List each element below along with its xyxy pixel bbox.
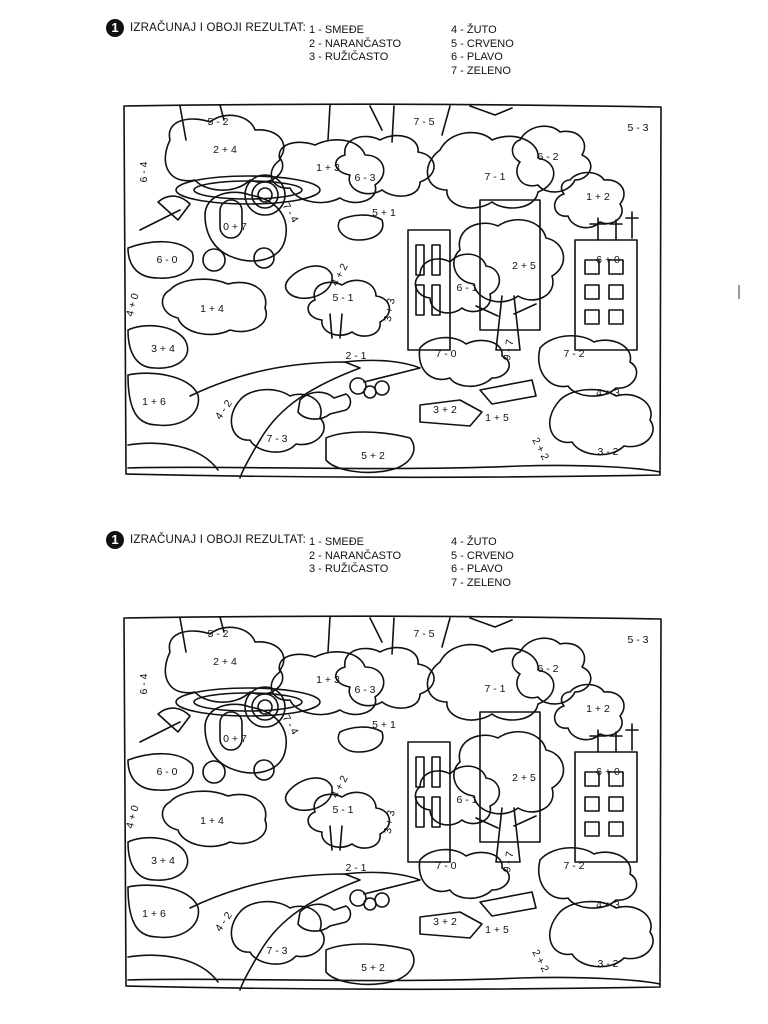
legend-item: 6 - PLAVO <box>451 51 503 63</box>
outline-region <box>370 106 382 130</box>
coloring-picture <box>120 612 664 994</box>
math-problem-label: 6 + 0 <box>596 253 620 266</box>
math-problem-label: 7 - 3 <box>266 944 288 957</box>
math-problem-label: 2 + 2 <box>529 435 552 463</box>
color-legend-left <box>309 24 401 65</box>
outline-region <box>375 381 389 395</box>
outline-region <box>375 893 389 907</box>
outline-region <box>140 210 180 230</box>
outline-region <box>336 648 434 709</box>
exercise-number-badge: 1 <box>106 19 124 37</box>
math-problem-label: 1 + 5 <box>485 411 509 424</box>
outline-region <box>140 722 180 742</box>
outline-region <box>254 760 274 780</box>
math-problem-label: 1 + 2 <box>586 702 610 715</box>
math-problem-label: 6 + 0 <box>596 765 620 778</box>
legend-item: 5 - CRVENO <box>451 549 514 562</box>
math-problem-label: 4 + 2 <box>328 773 351 801</box>
outline-region <box>585 310 599 324</box>
outline-region <box>419 338 509 387</box>
outline-region <box>370 618 382 642</box>
math-problem-label: 1 + 3 <box>316 673 340 686</box>
math-problem-label: 9 - 7 <box>501 338 517 362</box>
color-legend-left <box>309 536 401 577</box>
outline-region <box>180 618 186 652</box>
math-problem-label: 7 - 1 <box>484 682 506 695</box>
outline-region <box>590 724 638 752</box>
outline-region <box>539 848 637 908</box>
math-problem-label: 5 + 2 <box>361 961 385 974</box>
outline-region <box>128 977 660 984</box>
outline-region <box>590 212 638 240</box>
math-problem-label: 4 - 2 <box>212 397 235 422</box>
legend-item: 2 - NARANČASTO <box>309 37 402 50</box>
outline-region <box>190 874 360 990</box>
math-problem-label: 0 + 7 <box>223 732 247 745</box>
math-problem-label: 3 + 4 <box>151 854 175 867</box>
outline-region <box>470 618 512 627</box>
math-problem-label: 1 + 4 <box>200 814 224 827</box>
outline-region <box>476 304 536 316</box>
outline-region <box>419 850 509 899</box>
math-problem-label: 7 - 0 <box>435 347 457 360</box>
outline-region <box>336 136 434 197</box>
math-problem-label: 4 + 3 <box>596 898 620 911</box>
math-problem-label: 7 - 3 <box>266 432 288 445</box>
color-legend-right <box>451 24 514 78</box>
math-problem-label: 7 - 0 <box>435 859 457 872</box>
color-legend-right <box>451 536 514 590</box>
outline-region <box>338 215 383 240</box>
math-problem-label: 1 + 6 <box>142 395 166 408</box>
outline-region <box>328 617 330 652</box>
outline-region <box>124 104 661 477</box>
outline-region <box>364 386 376 398</box>
scan-edge-mark <box>738 285 740 299</box>
outline-region <box>392 106 394 142</box>
outline-region <box>442 618 450 647</box>
outline-region <box>585 797 599 811</box>
math-problem-label: 7 - 1 <box>484 170 506 183</box>
instruction-text: IZRAČUNAJ I OBOJI REZULTAT: <box>130 22 306 34</box>
math-problem-label: 5 - 2 <box>207 115 229 128</box>
math-problem-label: 7 - 2 <box>563 347 585 360</box>
outline-region <box>539 336 637 396</box>
math-problem-label: 6 - 1 <box>456 793 478 806</box>
outline-region <box>128 955 218 982</box>
math-problem-label: 7 - 4 <box>279 712 301 737</box>
outline-region <box>470 106 512 115</box>
instruction-text: IZRAČUNAJ I OBOJI REZULTAT: <box>130 534 306 546</box>
math-problem-label: 7 - 4 <box>279 200 301 225</box>
coloring-picture <box>120 100 664 482</box>
math-problem-label: 6 - 4 <box>137 161 150 183</box>
math-problem-label: 3 + 2 <box>433 915 457 928</box>
outline-region <box>308 280 389 336</box>
math-problem-label: 5 - 3 <box>627 633 649 646</box>
math-problem-label: 4 + 3 <box>596 386 620 399</box>
math-problem-label: 4 + 0 <box>123 803 142 830</box>
outline-region <box>203 249 225 271</box>
coloring-scene-drawing <box>120 100 664 482</box>
outline-region <box>585 822 599 836</box>
outline-region <box>328 105 330 140</box>
outline-region <box>298 392 351 419</box>
outline-region <box>364 898 376 910</box>
outline-region <box>180 106 186 140</box>
math-problem-label: 9 - 7 <box>501 850 517 874</box>
legend-item: 1 - SMEĐE <box>309 536 365 548</box>
math-problem-label: 3 - 2 <box>597 445 619 458</box>
outline-region <box>609 797 623 811</box>
math-problem-label: 4 - 2 <box>212 909 235 934</box>
legend-item: 7 - ZELENO <box>451 576 511 589</box>
math-problem-label: 6 - 0 <box>156 253 178 266</box>
outline-region <box>609 285 623 299</box>
math-problem-label: 6 - 3 <box>354 683 376 696</box>
math-problem-label: 3 + 3 <box>381 297 398 323</box>
outline-region <box>128 465 660 472</box>
coloring-scene-drawing <box>120 612 664 994</box>
legend-item: 7 - ZELENO <box>451 64 511 77</box>
outline-region <box>480 892 536 916</box>
outline-region <box>442 106 450 135</box>
legend-item: 1 - SMEĐE <box>309 24 365 36</box>
outline-region <box>609 310 623 324</box>
outline-region <box>254 248 274 268</box>
legend-item: 4 - ŽUTO <box>451 536 497 548</box>
outline-region <box>298 904 351 931</box>
outline-region <box>480 380 536 404</box>
outline-region <box>158 708 190 732</box>
math-problem-label: 5 + 1 <box>372 718 396 731</box>
math-problem-label: 7 - 5 <box>413 627 435 640</box>
legend-item: 6 - PLAVO <box>451 563 503 575</box>
math-problem-label: 6 - 4 <box>137 673 150 695</box>
legend-item: 2 - NARANČASTO <box>309 549 402 562</box>
math-problem-label: 3 + 4 <box>151 342 175 355</box>
math-problem-label: 2 + 5 <box>512 771 536 784</box>
line-art <box>124 616 661 990</box>
math-problem-label: 5 - 2 <box>207 627 229 640</box>
outline-region <box>203 761 225 783</box>
math-problem-label: 4 + 2 <box>328 261 351 289</box>
math-problem-label: 1 + 4 <box>200 302 224 315</box>
legend-item: 3 - RUŽIČASTO <box>309 51 389 63</box>
outline-region <box>585 285 599 299</box>
outline-region <box>338 727 383 752</box>
math-problem-label: 2 - 1 <box>345 349 367 362</box>
math-problem-label: 7 - 5 <box>413 115 435 128</box>
math-problem-label: 6 - 2 <box>537 662 559 675</box>
outline-region <box>308 792 389 848</box>
math-problem-label: 2 - 1 <box>345 861 367 874</box>
legend-item: 3 - RUŽIČASTO <box>309 563 389 575</box>
math-problem-label: 5 + 1 <box>372 206 396 219</box>
math-problem-label: 1 + 3 <box>316 161 340 174</box>
math-problem-label: 3 - 2 <box>597 957 619 970</box>
math-problem-label: 0 + 7 <box>223 220 247 233</box>
math-problem-label: 3 + 2 <box>433 403 457 416</box>
math-problem-label: 5 - 1 <box>332 803 354 816</box>
math-problem-label: 7 - 2 <box>563 859 585 872</box>
outline-region <box>476 816 536 828</box>
exercise-number-badge: 1 <box>106 531 124 549</box>
outline-region <box>408 742 450 862</box>
math-problem-label: 3 + 3 <box>381 809 398 835</box>
math-problem-label: 5 - 1 <box>332 291 354 304</box>
outline-region <box>190 362 360 478</box>
math-problem-label: 6 - 1 <box>456 281 478 294</box>
math-problem-label: 2 + 4 <box>213 143 237 156</box>
math-problem-label: 2 + 4 <box>213 655 237 668</box>
outline-region <box>392 618 394 654</box>
math-problem-label: 6 - 2 <box>537 150 559 163</box>
outline-region <box>124 616 661 989</box>
math-problem-label: 4 + 0 <box>123 291 142 318</box>
math-problem-label: 5 - 3 <box>627 121 649 134</box>
math-problem-label: 5 + 2 <box>361 449 385 462</box>
math-problem-label: 1 + 5 <box>485 923 509 936</box>
math-problem-label: 2 + 5 <box>512 259 536 272</box>
math-problem-label: 1 + 6 <box>142 907 166 920</box>
legend-item: 5 - CRVENO <box>451 37 514 50</box>
outline-region <box>408 230 450 350</box>
math-problem-label: 1 + 2 <box>586 190 610 203</box>
worksheet-bottom <box>0 512 768 1024</box>
math-problem-label: 6 - 0 <box>156 765 178 778</box>
math-problem-label: 6 - 3 <box>354 171 376 184</box>
outline-region <box>158 196 190 220</box>
outline-region <box>128 443 218 470</box>
outline-region <box>609 822 623 836</box>
math-problem-label: 2 + 2 <box>529 947 552 975</box>
line-art <box>124 104 661 478</box>
legend-item: 4 - ŽUTO <box>451 24 497 36</box>
